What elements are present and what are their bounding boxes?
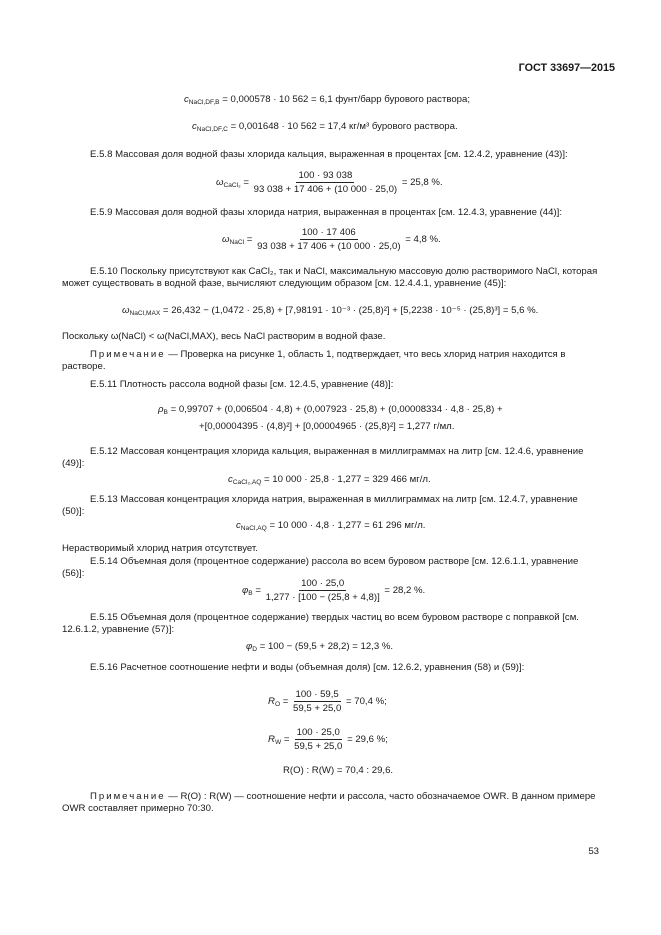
equation-omega-nacl-max: $\omega_{NaCl,MAX} = 26,432 - (1,0472 \cdot 25,8) + [7,98191 \cdot 10^{-3} \cdot (25,8)^2] + [5,2238 \cdot 10^{-5} \cdot (25,8)^3] = 5,6$ %. (122, 305, 539, 317)
paragraph-insoluble: Нерастворимый хлорид натрия отсутствует. (62, 543, 258, 554)
equation-phi-b: $\varphi_B$ = $\frac{100 \cdot 25,0}{1,277 \cdot [100 - (25,8 + 4,8)]}$ = 28,2 %. (242, 578, 426, 603)
equation-rho-b-line2: +[0,00004395 · (4,8)²] + [0,00004965 · (25,8)²] = 1,277 г/мл. (199, 421, 455, 432)
equation-r-w: $R_W$ = $\frac{100 \cdot 25,0}{59,5 + 25,0}$ = 29,6 %; (268, 727, 388, 752)
equation-omega-nacl: $\omega_{NaCl}$ = $\frac{100 \cdot 17 406}{93 038 + 17 406 + (10 000 \cdot 25,0)}$ = 4,8 %. (222, 227, 441, 252)
paragraph-e-5-16: Е.5.16 Расчетное соотношение нефти и воды (объемная доля) [см. 12.6.2, уравнения (58) и (59)]: (90, 662, 525, 673)
equation-omega-cacl2: $\omega_{CaCl_2}$ = $\frac{100 \cdot 93 038}{93 038 + 17 406 + (10 000 \cdot 25,0)}$ = 25,8 %. (216, 170, 443, 195)
equation-c-cacl2-aq: $c_{CaCl_2,AQ} = 10$ 000 · 25,8 · 1,277 = 329 466 мг/л. (228, 474, 431, 486)
paragraph-e-5-13: Е.5.13 Массовая концентрация хлорида натрия, выраженная в миллиграммах на литр [см. 12.4.7, уравнение (50)]: (62, 494, 578, 518)
paragraph-e-5-14: Е.5.14 Объемная доля (процентное содержание) рассола во всем буровом растворе [см. 12.6.1.1, уравнение (56)]: (62, 556, 579, 580)
equation-r-o: $R_O$ = $\frac{100 \cdot 59,5}{59,5 + 25,0}$ = 70,4 %; (268, 689, 387, 714)
page-number: 53 (588, 846, 599, 857)
equation-nacl-df-c: $c_{NaCl,DF,C} = 0,001648 \cdot 10$ 562 = 17,4 кг/м³ бурового раствора. (192, 121, 458, 133)
equation-phi-d: $\varphi_D = 100 - (59,5 + 28,2) = 12,3$ %. (246, 641, 394, 653)
paragraph-e-5-8: Е.5.8 Массовая доля водной фазы хлорида кальция, выраженная в процентах [см. 12.4.2, уравнение (43)]: (90, 149, 568, 160)
equation-nacl-df-b: $c_{NaCl,DF,B} = 0,000578 \cdot 10$ 562 = 6,1 фунт/барр бурового раствора; (184, 94, 470, 106)
paragraph-e-5-15: Е.5.15 Объемная доля (процентное содержание) твердых частиц во всем буровом растворе с поправкой [см. 12.6.1.2, уравнение (57)]: (62, 612, 579, 636)
document-header: ГОСТ 33697—2015 (518, 62, 615, 74)
paragraph-e-5-11: Е.5.11 Плотность рассола водной фазы [см. 12.4.5, уравнение (48)]: (90, 379, 394, 390)
note-1: Примечание — Проверка на рисунке 1, область 1, подтверждает, что весь хлорид натрия находится в растворе. (62, 349, 566, 373)
equation-c-nacl-aq: $c_{NaCl,AQ} = 10$ 000 · 4,8 · 1,277 = 61 296 мг/л. (236, 520, 426, 532)
paragraph-e-5-9: Е.5.9 Массовая доля водной фазы хлорида натрия, выраженная в процентах [см. 12.4.3, уравнение (44)]: (90, 207, 562, 218)
paragraph-since: Поскольку ω(NaCl) < ω(NaCl,MAX), весь NaCl растворим в водной фазе. (62, 331, 386, 342)
equation-rho-b-line1: $\rho_B = 0,99707 + (0,006504 \cdot 4,8) + (0,007923 \cdot 25,8) + (0,00008334 \cdot 4,8 \cdot 25,8)$ + (158, 404, 503, 416)
paragraph-e-5-12: Е.5.12 Массовая концентрация хлорида кальция, выраженная в миллиграммах на литр [см. 12.4.6, уравнение (49)]: (62, 446, 584, 470)
note-2: Примечание — R(O) : R(W) — соотношение нефти и рассола, часто обозначаемое OWR. В данном примере OWR составляет примерно 70:30. (62, 791, 596, 815)
equation-ratio: R(O) : R(W) = 70,4 : 29,6. (283, 765, 394, 776)
paragraph-e-5-10: Е.5.10 Поскольку присутствуют как CaCl₂, так и NaCl, максимальную массовую долю растворимого NaCl, которая может существовать в водной фазе, вычисляют следующим образом [см. 12.4.4.1, уравнение (45)]: (62, 266, 598, 290)
